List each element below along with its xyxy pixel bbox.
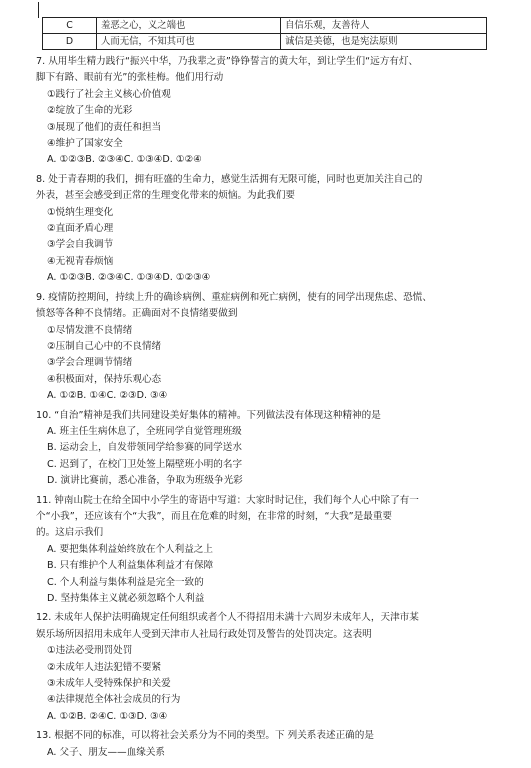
question-option: A. 父子、朋友——血缘关系 <box>47 746 166 758</box>
page-corner-mark <box>38 2 39 18</box>
table-cell-quote: 羞恶之心，义之端也 <box>97 18 281 34</box>
table-row <box>43 18 487 34</box>
question-stem-line: 8. 处于青春期的我们，拥有旺盛的生命力，感觉生活拥有无限可能，同时也更加关注自己的 <box>36 173 423 185</box>
question-option: ①践行了社会主义核心价值观 <box>47 88 171 100</box>
question-7 <box>36 54 506 169</box>
table-cell-meaning: 诚信是美德，也是宪法原则 <box>281 34 487 50</box>
question-option: C. 个人利益与集体利益是完全一致的 <box>47 576 204 588</box>
question-option: ③学会自我调节 <box>47 239 114 251</box>
question-stem-line: 10. “自治”精神是我们共同建设美好集体的精神。下列做法没有体现这种精神的是 <box>36 409 381 421</box>
question-option: ④无视青春烦恼 <box>47 255 114 267</box>
question-option: D. 演讲比赛前，悉心准备，争取为班级争光彩 <box>47 475 243 487</box>
question-stem-line: 愤怒等各种不良情绪。正确面对不良情绪要做到 <box>36 308 238 320</box>
answer-choices: A. ①②B. ②④C. ①③D. ③④ <box>47 710 168 722</box>
question-option: A. 要把集体利益始终放在个人利益之上 <box>47 543 213 555</box>
question-stem-line: 脚下有路、眼前有光”的张桂梅。他们用行动 <box>36 72 224 84</box>
answer-table <box>42 17 487 50</box>
question-option: B. 运动会上，自发带领同学给参赛的同学送水 <box>47 442 242 454</box>
question-stem-line: 13. 根据不同的标准，可以将社会关系分为不同的类型。下 列关系表述正确的是 <box>36 730 374 742</box>
answer-choices: A. ①②③B. ②③④C. ①③④D. ①②③④ <box>47 272 211 284</box>
question-option: ③展现了他们的责任和担当 <box>47 121 162 133</box>
question-option: ②绽放了生命的光彩 <box>47 105 133 117</box>
question-option: C. 迟到了，在校门卫处签上隔壁班小明的名字 <box>47 458 243 470</box>
table-cell-letter: C <box>43 18 97 34</box>
question-option: B. 只有维护个人利益集体利益才有保障 <box>47 560 214 572</box>
question-option: ③学会合理调节情绪 <box>47 357 133 369</box>
question-option: ③未成年人受特殊保护和关爱 <box>47 678 171 690</box>
table-cell-quote: 人而无信，不知其可也 <box>97 34 281 50</box>
question-option: ②未成年人违法犯错不要紧 <box>47 661 162 673</box>
question-stem-line: 11. 钟南山院士在给全国中小学生的寄语中写道：大家时时记住，我们每个人心中除了有一 <box>36 494 419 506</box>
answer-choices: A. ①②B. ①④C. ②③D. ③④ <box>47 390 168 402</box>
question-11 <box>36 493 506 608</box>
question-stem-line: 的。这启示我们 <box>36 527 104 539</box>
question-option: ④法律规范全体社会成员的行为 <box>47 694 181 706</box>
question-option: ①悦纳生理变化 <box>47 206 114 218</box>
question-stem-line: 娱乐场所因招用未成年人受到天津市人社局行政处罚及警告的处罚决定。这表明 <box>36 628 372 640</box>
question-10 <box>36 408 506 490</box>
table-row <box>43 34 487 50</box>
question-option: ④维护了国家安全 <box>47 138 123 150</box>
question-option: D. 坚持集体主义就必须忽略个人利益 <box>47 593 205 604</box>
question-8 <box>36 172 506 287</box>
question-option: ②压制自己心中的不良情绪 <box>47 340 162 352</box>
question-stem-line: 9. 疫情防控期间，持续上升的确诊病例、重症病例和死亡病例，使有的同学出现焦虑、恐慌、 <box>36 291 432 303</box>
question-list <box>36 54 506 764</box>
question-option: ④积极面对，保持乐观心态 <box>47 373 162 385</box>
question-option: ②直面矛盾心理 <box>47 223 114 235</box>
question-option: ①违法必受刑罚处罚 <box>47 645 133 657</box>
question-stem-line: 外表，甚至会感受到正常的生理变化带来的烦恼。为此我们要 <box>36 190 296 202</box>
question-stem-line: 7. 从用毕生精力践行“振兴中华，乃我辈之责”铮铮誓言的黄大年，到让学生们“远方有灯、 <box>36 56 419 67</box>
question-9 <box>36 290 506 405</box>
question-12 <box>36 610 506 725</box>
question-option: ①尽情发泄不良情绪 <box>47 324 133 336</box>
question-stem-line: 12. 未成年人保护法明确规定任何组织或者个人不得招用未满十六周岁未成年人，天津市某 <box>36 612 419 624</box>
answer-choices: A. ①②③B. ②③④C. ①③④D. ①②④ <box>47 154 202 166</box>
table-cell-letter: D <box>43 34 97 50</box>
question-13 <box>36 728 506 761</box>
table-cell-meaning: 自信乐观，友善待人 <box>281 18 487 34</box>
question-stem-line: 个“小我”，还应该有个“大我”，而且在危难的时刻，在非常的时刻，“大我”是最重要 <box>36 510 393 522</box>
question-option: A. 班主任生病休息了，全班同学自觉管理班级 <box>47 425 242 437</box>
